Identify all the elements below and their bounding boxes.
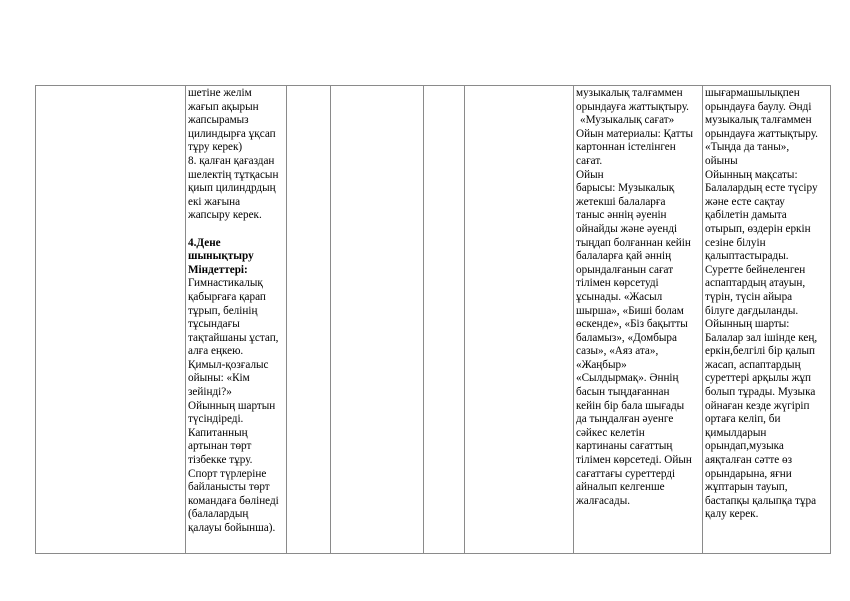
text-line: картинаны сағаттың <box>576 440 673 453</box>
table-cell-3 <box>287 86 331 554</box>
text-line: шырша», «Биші болам <box>576 304 684 317</box>
lesson-plan-table <box>35 85 831 554</box>
text-line: түрін, түсін айыра <box>705 290 793 303</box>
text-line: барысы: Музыкалық <box>576 182 675 195</box>
text-line: кейін бір бала шығады <box>576 399 685 412</box>
text-line: қиып цилиндрдың <box>188 182 276 195</box>
text-line: ұсынады. «Жасыл <box>576 290 663 303</box>
text-line: Ойын материалы: Қатты <box>576 127 693 140</box>
text-line: қабілетін дамыта <box>705 209 787 222</box>
text-line: сезіне білуін <box>705 236 766 249</box>
text-line: ойыны: «Кім <box>188 372 250 385</box>
text-line: да тыңдалған әуенге <box>576 413 674 426</box>
text-line: музыкалық талғаммен <box>705 114 812 127</box>
text-line: «Сылдырмақ». Әннің <box>576 372 679 385</box>
table-cell-5 <box>424 86 465 554</box>
text-line: тұру керек) <box>188 141 243 154</box>
text-line: ортаға келіп, би <box>705 413 781 426</box>
text-line: екі жағына <box>188 195 241 208</box>
text-line: зейінді?» <box>188 386 232 399</box>
section-heading: шынықтыру <box>188 250 254 263</box>
text-line: Спорт түрлеріне <box>188 467 267 480</box>
text-line: қалауы бойынша). <box>188 522 276 534</box>
text-line: тұрып, белінің <box>188 304 258 317</box>
table-row <box>36 86 831 554</box>
text-line: байланысты төрт <box>188 481 270 494</box>
text-line: суреттері арқылы жұп <box>705 372 811 385</box>
text-line: қабырғаға қарап <box>188 290 266 303</box>
text-line: Балалар зал ішінде кең, <box>705 331 818 344</box>
text-line: білуге дағдыланды. <box>705 304 799 317</box>
text-line: артынан төрт <box>188 440 252 453</box>
text-line: жалғасады. <box>576 494 631 507</box>
text-line: 8. қалған қағаздан <box>188 154 275 167</box>
text-line: ойыны <box>705 154 738 167</box>
text-line: жасап, аспаптардың <box>705 358 801 371</box>
text-line: «Тыңда да таны», <box>705 141 790 154</box>
text-line: командаға бөлінеді <box>188 494 279 507</box>
text-line: баламыз», «Домбыра <box>576 331 677 344</box>
table-cell-listen-game <box>703 86 831 554</box>
text-line: Қимыл-қозғалыс <box>188 358 269 371</box>
text-line: орындауға жаттықтыру. <box>576 100 689 113</box>
text-line: сәйкес келетін <box>576 426 645 439</box>
text-line: қалу керек. <box>705 508 759 521</box>
text-line: жағып ақырын <box>188 100 259 113</box>
table-cell-6 <box>465 86 574 554</box>
text-line: (балалардың <box>188 508 249 521</box>
text-line: Суретте бейнеленген <box>705 263 806 276</box>
text-line: музыкалық талғаммен <box>576 87 683 99</box>
text-line: сағаттағы суреттерді <box>576 467 676 480</box>
text-line: алға еңкею. <box>188 345 244 358</box>
blank-line <box>188 223 284 237</box>
text-line: сағат. <box>576 154 603 167</box>
text-line: картоннан істелінген <box>576 141 676 154</box>
text-line: балаларға қай әннің <box>576 250 672 263</box>
text-line: орындарына, яғни <box>705 467 792 480</box>
text-line: жетекші балаларға <box>576 195 666 208</box>
text-line: бастапқы қалыпқа тұра <box>705 494 817 507</box>
text-line: тақтайшаны ұстап, <box>188 331 279 344</box>
text-line: тілімен көрсетуді <box>576 277 659 290</box>
section-heading: 4.Дене <box>188 236 221 249</box>
text-line: отырып, өздерін еркін <box>705 222 811 235</box>
text-line: сазы», «Аяз ата», <box>576 345 659 358</box>
text-line: «Музыкалық сағат» <box>580 114 675 127</box>
text-line: басын тыңдағаннан <box>576 386 670 399</box>
text-line: ойнаған кезде жүгіріп <box>705 399 810 412</box>
text-line: өскенде», «Біз бақытты <box>576 318 688 331</box>
text-line: орындалғанын сағат <box>576 263 674 276</box>
text-line: жұптарын тауып, <box>705 481 788 494</box>
text-line: болып тұрады. Музыка <box>705 386 816 399</box>
text-line: жапсырамыз <box>188 114 249 127</box>
text-line: тұсындағы <box>188 318 240 331</box>
text-line: Балалардың есте түсіру <box>705 182 818 195</box>
text-line: тілімен көрсетеді. Ойын <box>576 454 692 467</box>
text-line: ойнайды және әуенді <box>576 222 678 235</box>
table-cell-1 <box>36 86 186 554</box>
text-line: орындап,музыка <box>705 440 784 453</box>
table-cell-4 <box>331 86 424 554</box>
text-line: шелектің тұтқасын <box>188 168 279 181</box>
section-heading: Міндеттері: <box>188 263 248 276</box>
text-line: еркін,белгілі бір қалып <box>705 345 815 358</box>
text-line: шығармашылықпен <box>705 87 800 99</box>
text-line: Ойынның шарты: <box>705 318 790 331</box>
text-line: орындауға баулу. Әнді <box>705 100 812 113</box>
text-line: айналып келгенше <box>576 481 665 494</box>
text-line: тізбекке тұру. <box>188 454 253 467</box>
text-line: Ойынның шартын <box>188 399 276 412</box>
text-line: және есте сақтау <box>705 195 785 208</box>
table-cell-music-clock <box>574 86 703 554</box>
text-line: Ойынның мақсаты: <box>705 168 798 181</box>
text-line: аяқталған сәтте өз <box>705 454 793 467</box>
text-line: «Жаңбыр» <box>576 358 627 371</box>
text-line: жапсыру керек. <box>188 209 262 222</box>
text-line: орындауға жаттықтыру. <box>705 127 818 140</box>
text-line: түсіндіреді. <box>188 413 244 426</box>
text-line: тыңдап болғаннан кейін <box>576 236 691 249</box>
text-line: аспаптардың атауын, <box>705 277 806 290</box>
text-line: қалыптастырады. <box>705 250 789 263</box>
table-cell-physical-education <box>186 86 287 554</box>
text-line: цилиндырға ұқсап <box>188 127 276 140</box>
text-line: Гимнастикалық <box>188 277 263 290</box>
text-line: қимылдарын <box>705 426 767 439</box>
text-line: Капитанның <box>188 426 248 439</box>
text-line: Ойын <box>576 168 604 181</box>
text-line: таныс әннің әуенін <box>576 209 667 222</box>
text-line: шетіне желім <box>188 87 252 99</box>
